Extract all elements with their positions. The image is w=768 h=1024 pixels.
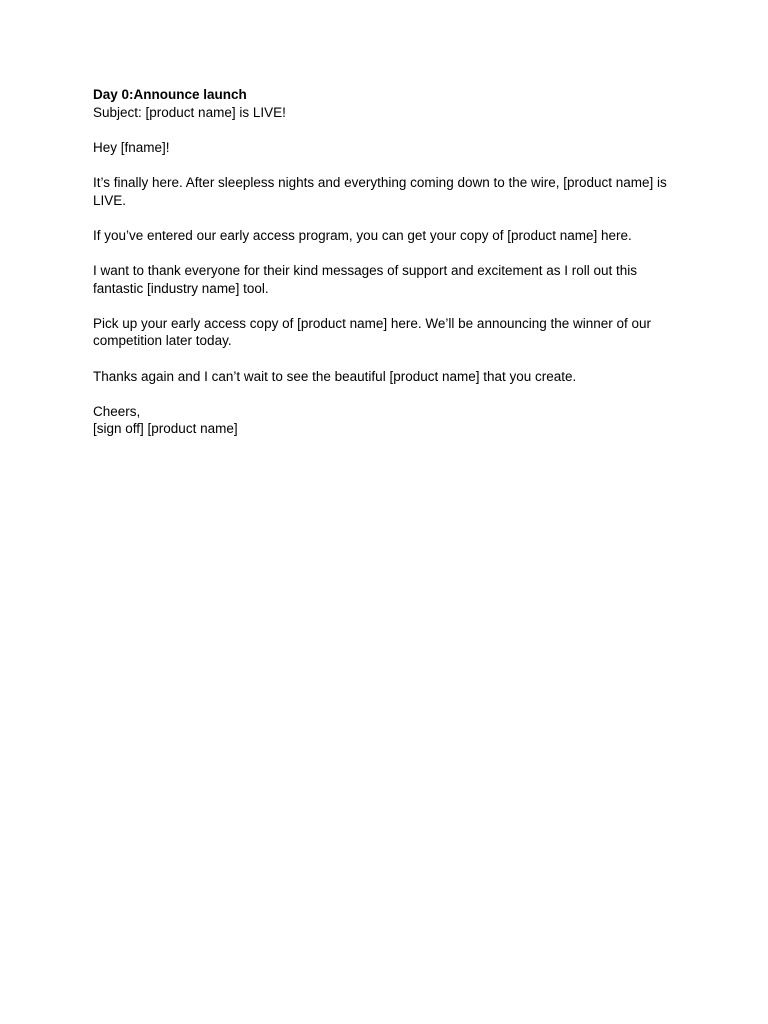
email-template-body	[93, 86, 683, 438]
body-paragraph: Thanks again and I can’t wait to see the beautiful [product name] that you create.	[93, 368, 577, 384]
email-signature: [sign off] [product name]	[93, 421, 238, 437]
body-paragraph: Pick up your early access copy of [product name] here. We’ll be announcing the winner of our competition later today.	[93, 315, 652, 349]
section-heading: Day 0:Announce launch	[93, 87, 247, 102]
body-paragraph: It’s finally here. After sleepless nights and everything coming down to the wire, [product name] is LIVE.	[93, 174, 667, 208]
body-paragraph: I want to thank everyone for their kind messages of support and excitement as I roll out this fantastic [industry name] tool.	[93, 262, 638, 296]
email-greeting: Hey [fname]!	[93, 139, 170, 155]
body-paragraph: If you’ve entered our early access program, you can get your copy of [product name] here.	[93, 227, 632, 243]
email-closing: Cheers,	[93, 403, 141, 419]
email-subject: Subject: [product name] is LIVE!	[93, 104, 286, 120]
